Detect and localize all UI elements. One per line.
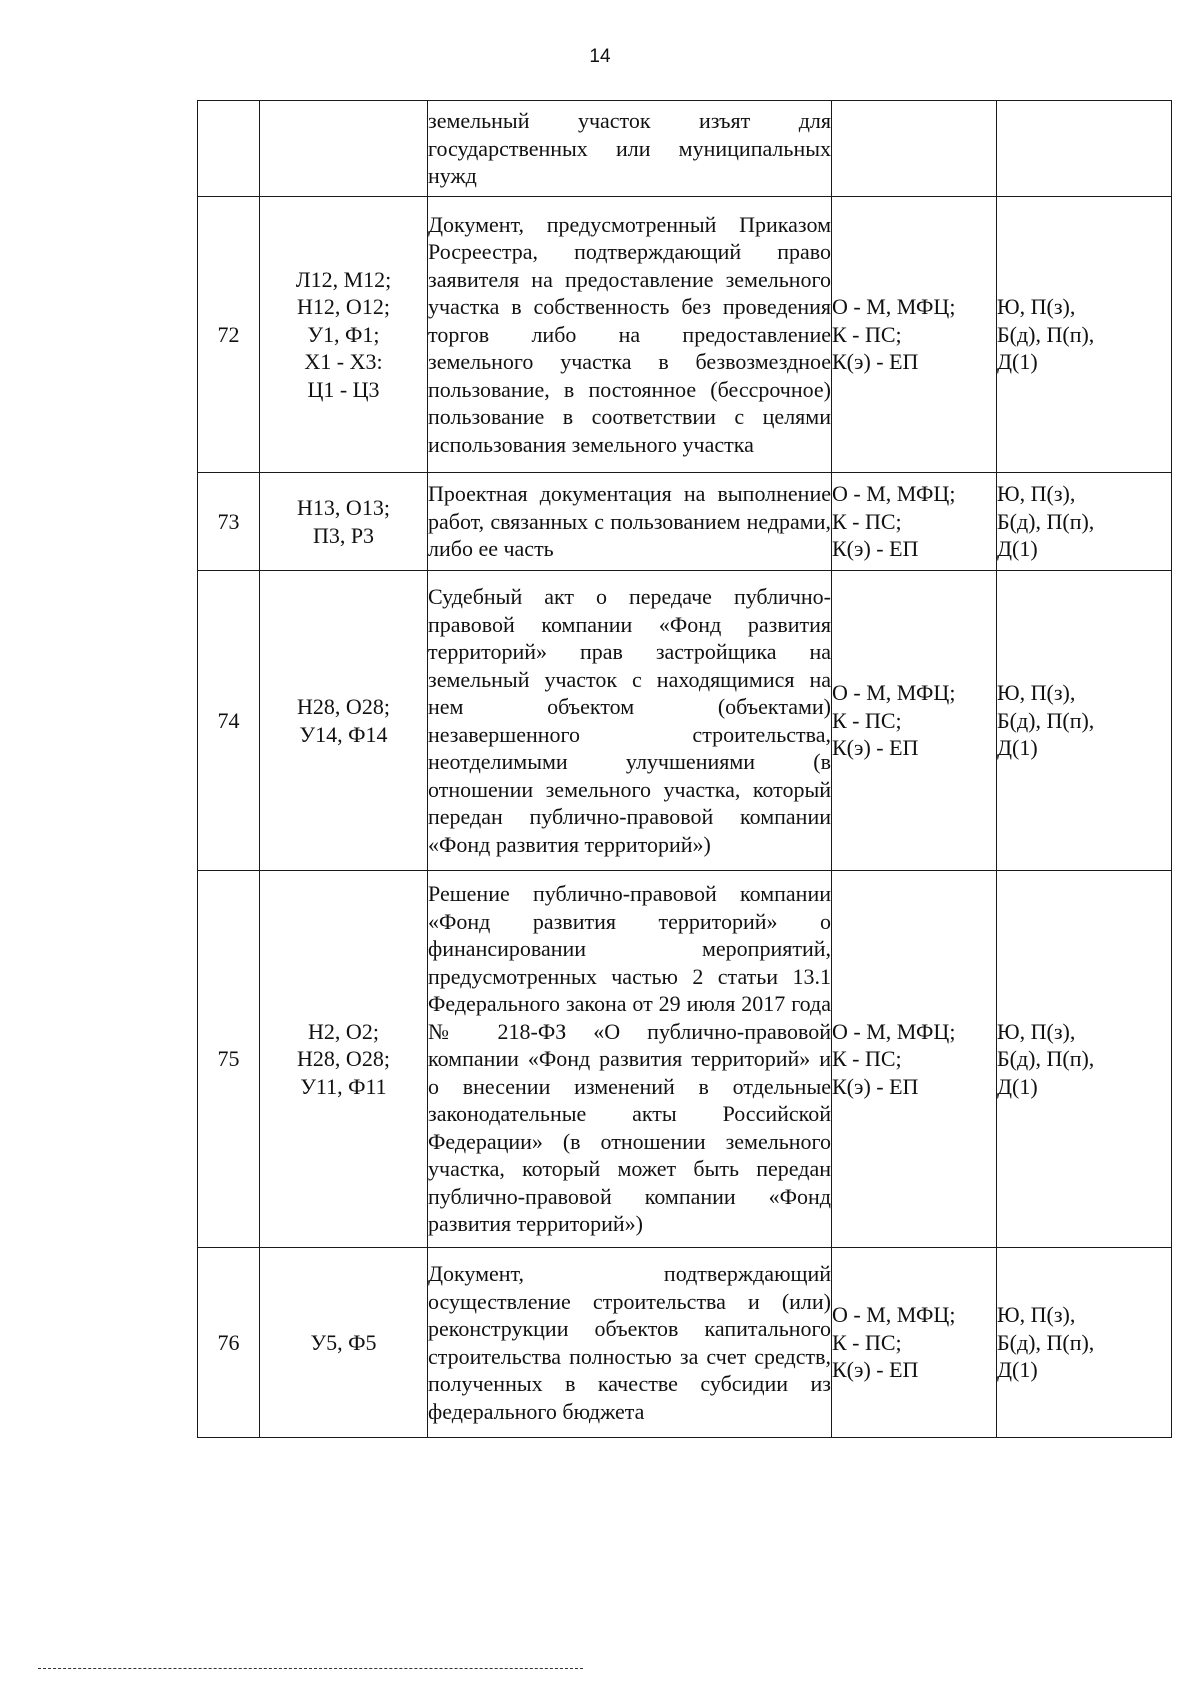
result-line: Б(д), П(п), [997, 1329, 1095, 1355]
row-codes [260, 1248, 428, 1438]
method-line: К(э) - ЕП [832, 536, 919, 562]
result-line: Д(1) [997, 1357, 1038, 1383]
row-number: 76 [198, 1248, 260, 1438]
row-codes [260, 571, 428, 871]
result-line: Д(1) [997, 349, 1038, 375]
page-number: 14 [589, 46, 611, 67]
method-line: К - ПС; [832, 321, 902, 347]
method-line: К - ПС; [832, 1046, 902, 1072]
method-line: О - М, МФЦ; [832, 1302, 956, 1328]
method-line: К(э) - ЕП [832, 349, 919, 375]
result-line: Ю, П(з), [997, 294, 1076, 320]
code-line: П3, Р3 [312, 522, 375, 548]
code-line: Н28, О28; [297, 1046, 390, 1072]
row-description: Документ, предусмотренный Приказом Росреестра, подтверждающий право заявителя на предоставление земельного участка в собственность без проведения торгов либо на предоставление земельного участка в безвозмездное пользование, в постоянное (бессрочное) пользование в соответствии с целями использования земельного участка [428, 197, 832, 473]
result-line: Ю, П(з), [997, 1018, 1076, 1044]
table-row [198, 101, 1172, 197]
row-codes [260, 101, 428, 197]
code-line: Л12, М12; [295, 266, 392, 292]
table-row [198, 571, 1172, 871]
table-row [198, 473, 1172, 571]
code-line: У1, Ф1; [307, 321, 380, 347]
row-method [832, 473, 997, 571]
row-number [198, 101, 260, 197]
code-line: Н13, О13; [297, 495, 390, 520]
documents-table [197, 100, 1172, 1438]
row-result [997, 473, 1172, 571]
code-line: Н2, О2; [308, 1018, 379, 1044]
row-number: 75 [198, 871, 260, 1248]
result-line: Б(д), П(п), [997, 508, 1095, 534]
result-line: Б(д), П(п), [997, 321, 1095, 347]
table-row [198, 197, 1172, 473]
method-line: О - М, МФЦ; [832, 1018, 956, 1044]
row-result [997, 571, 1172, 871]
method-line: К(э) - ЕП [832, 1357, 919, 1383]
method-line: О - М, МФЦ; [832, 294, 956, 320]
result-line: Б(д), П(п), [997, 707, 1095, 733]
table-row [198, 1248, 1172, 1438]
row-description: Решение публично-правовой компании «Фонд развития территорий» о финансировании мероприятий, предусмотренных частью 2 статьи 13.1 Федерального закона от 29 июля 2017 года № 218-ФЗ «О публично-правовой компании «Фонд развития территорий» и о внесении изменений в отдельные законодательные акты Российской Федерации» (в отношении земельного участка, который может быть передан публично-правовой компании «Фонд развития территорий») [428, 871, 832, 1248]
row-codes [260, 871, 428, 1248]
row-description: Судебный акт о передаче публично-правовой компании «Фонд развития территорий» прав застройщика на земельный участок с находящимися на нем объектом (объектами) незавершенного строительства, неотделимыми улучшениями (в отношении земельного участка, который передан публично-правовой компании «Фонд развития территорий») [428, 571, 832, 871]
row-description: Проектная документация на выполнение работ, связанных с пользованием недрами, либо ее часть [428, 473, 832, 571]
row-number: 74 [198, 571, 260, 871]
footer-divider [38, 1668, 583, 1669]
method-line: О - М, МФЦ; [832, 481, 956, 507]
row-result [997, 197, 1172, 473]
result-line: Ю, П(з), [997, 680, 1076, 706]
result-line: Б(д), П(п), [997, 1046, 1095, 1072]
row-description: Документ, подтверждающий осуществление строительства и (или) реконструкции объектов капитального строительства полностью за счет средств, полученных в качестве субсидии из федерального бюджета [428, 1248, 832, 1438]
method-line: К - ПС; [832, 1329, 902, 1355]
row-method [832, 197, 997, 473]
method-line: О - М, МФЦ; [832, 680, 956, 706]
row-method [832, 571, 997, 871]
row-codes [260, 473, 428, 571]
method-line: К - ПС; [832, 707, 902, 733]
code-line: Н28, О28; [297, 694, 390, 719]
row-result [997, 101, 1172, 197]
code-line: У5, Ф5 [310, 1329, 377, 1355]
row-number: 73 [198, 473, 260, 571]
method-line: К(э) - ЕП [832, 1073, 919, 1099]
row-result [997, 1248, 1172, 1438]
method-line: К(э) - ЕП [832, 735, 919, 761]
method-line: К - ПС; [832, 508, 902, 534]
code-line: Ц1 - Ц3 [307, 376, 380, 402]
code-line: У14, Ф14 [299, 721, 388, 747]
result-line: Ю, П(з), [997, 1302, 1076, 1328]
result-line: Ю, П(з), [997, 481, 1076, 507]
table-row [198, 871, 1172, 1248]
code-line: Н12, О12; [297, 294, 390, 320]
row-method [832, 871, 997, 1248]
row-method [832, 101, 997, 197]
row-codes [260, 197, 428, 473]
result-line: Д(1) [997, 1073, 1038, 1099]
result-line: Д(1) [997, 735, 1038, 761]
result-line: Д(1) [997, 536, 1038, 562]
row-description: земельный участок изъят для государственных или муниципальных нужд [428, 101, 832, 197]
row-method [832, 1248, 997, 1438]
code-line: Х1 - Х3: [304, 349, 383, 375]
row-number: 72 [198, 197, 260, 473]
code-line: У11, Ф11 [300, 1073, 387, 1099]
row-result [997, 871, 1172, 1248]
